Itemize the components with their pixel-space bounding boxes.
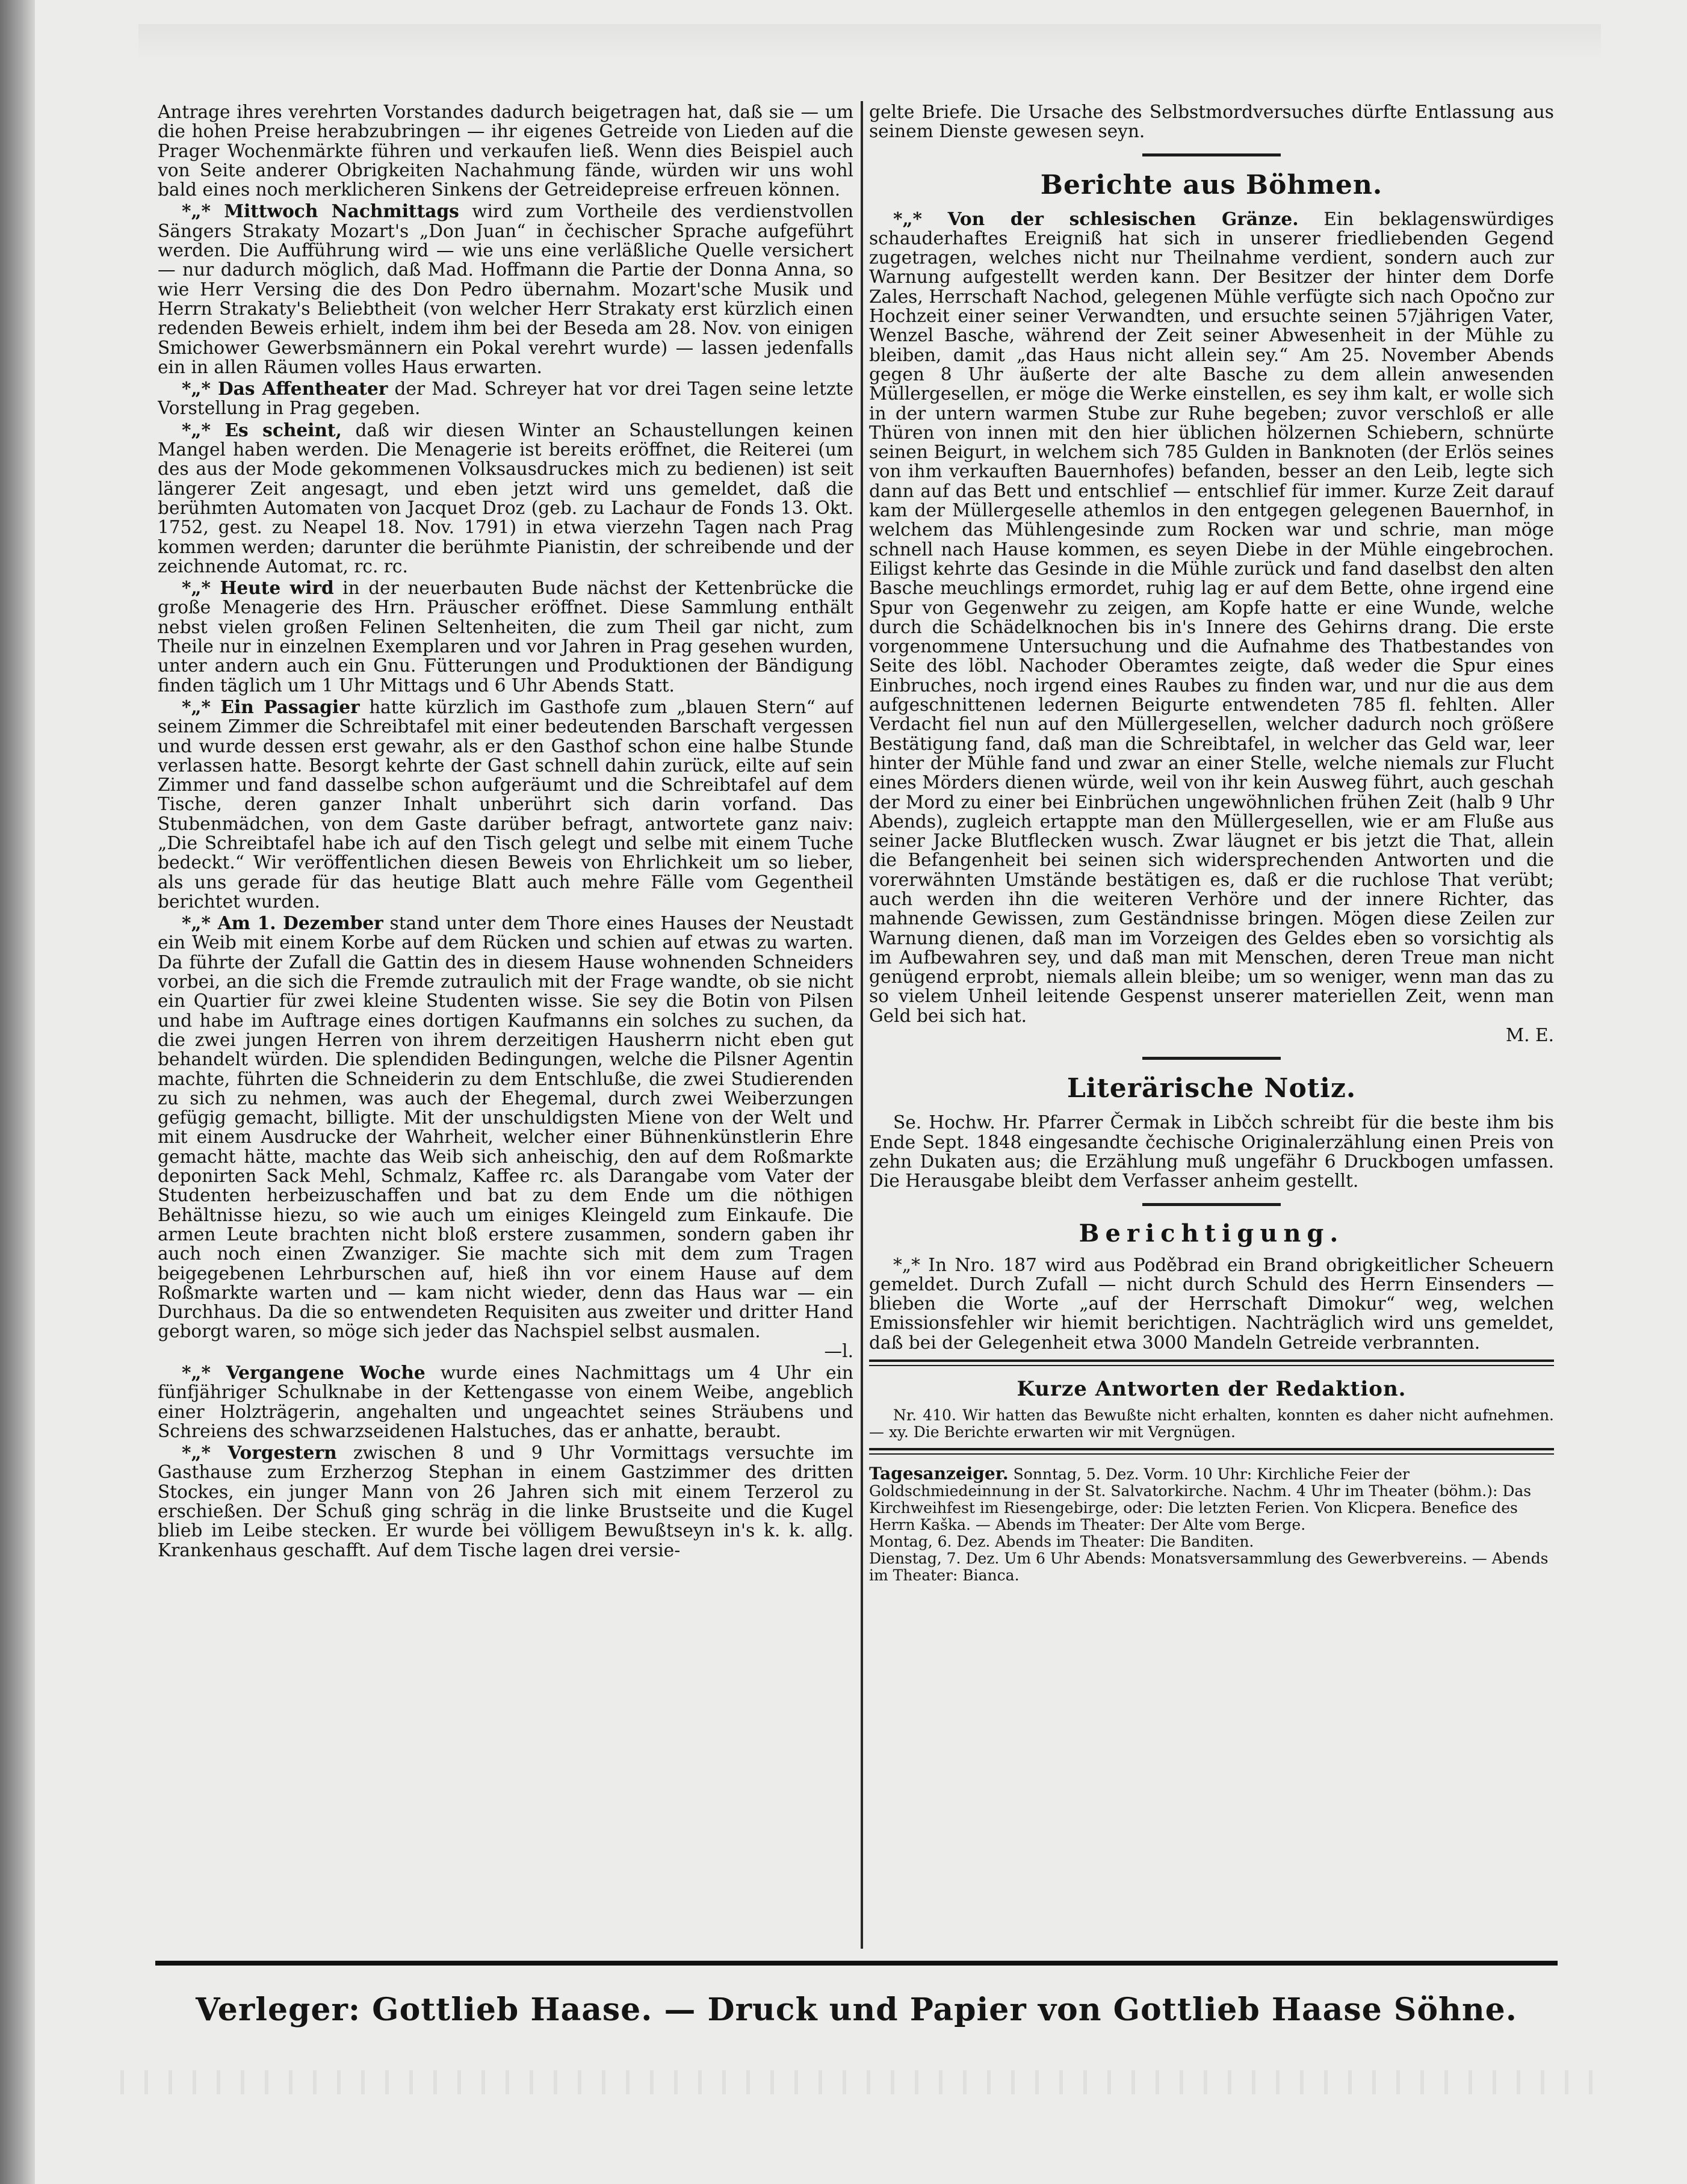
daily-lead: Tagesanzeiger.: [869, 1464, 1009, 1484]
section-rule: [1142, 1203, 1281, 1206]
news-item-text: hatte kürzlich im Gasthofe zum „blauen Stern“ auf seinem Zimmer die Schreibtafel mit einer bedeutenden Barschaft vergessen und wurde dessen erst gewahr, als er den Gasthof schon eine halbe Stunde verlassen hatte. Besorgt kehrte der Gast schnell dahin zurück, eilte auf sein Zimmer und fand dasselbe schon aufgeräumt und die Schreibtafel auf dem Tische, deren ganzer Inhalt unberührt sich darin vorfand. Das Stubenmädchen, von dem Gaste darüber befragt, antwortete ganz naiv: „Die Schreibtafel habe ich auf den Tisch gelegt und selbe mit einem Tuche bedeckt.“ Wir veröffentlichen diesen Beweis von Ehrlichkeit um so lieber, als uns gerade für das heutige Blatt auch mehre Fälle vom Gegentheil berichtet wurden.: [158, 696, 853, 912]
bohemia-heading: Berichte aus Böhmen.: [1040, 169, 1383, 200]
left-column: [158, 102, 853, 1926]
news-item-lead: *„* Vorgestern: [182, 1442, 337, 1464]
news-item: [158, 1443, 853, 1560]
bohemia-lead: *„* Von der schlesischen Gränze.: [893, 208, 1299, 229]
news-item-text: daß wir diesen Winter an Schaustellungen keinen Mangel haben werden. Die Menagerie ist bereits eröffnet, die Reiterei (um des aus der Mode gekommenen Volksausdruckes mich zu bedienen) ist seit längerer Zeit angesagt, und eben jetzt wird uns gemeldet, daß die berühmten Automaten von Jacquet Droz (geb. zu Lachaur de Fonds 13. Okt. 1752, gest. zu Neapel 18. Nov. 1791) in etwa vierzehn Tagen nach Prag kommen werden; darunter die berühmte Pianistin, der schreibende und der zeichnende Automat, rc. rc.: [158, 419, 853, 577]
news-item-lead: *„* Das Affentheater: [182, 378, 388, 400]
news-item-lead: *„* Am 1. Dezember: [182, 912, 383, 934]
news-item: [158, 914, 853, 1341]
daily-line: Sonntag, 5. Dez. Vorm. 10 Uhr: Kirchliche Feier der Goldschmiedeinnung in der St. Salvatorkirche. Nachm. 4 Uhr im Theater (böhm.): Das Kirchweihfest im Riesengebirge, oder: Die letzten Ferien. Von Klicpera. Benefice des Herrn Kaška. — Abends im Theater: Der Alte vom Berge.: [869, 1465, 1532, 1534]
news-item-lead: *„* Heute wird: [182, 577, 334, 599]
section-rule: [1142, 153, 1281, 156]
news-item: [158, 1363, 853, 1441]
publisher-footer: Verleger: Gottlieb Haase. — Druck und Papier von Gottlieb Haase Söhne.: [196, 1991, 1517, 2028]
daily-listing: [869, 1465, 1554, 1584]
bohemia-text: Ein beklagenswürdiges schauderhaftes Ereigniß hat sich in unserer friedliebenden Gegend zugetragen, welches nicht nur Theilnahme verdient, sondern auch zur Warnung aufgestellt werden kann. Der Besitzer der hinter dem Dorfe Zales, Herrschaft Nachod, gelegenen Mühle verfügte sich nach Opočno zur Hochzeit einer seiner Verwandten, und ersuchte seinen 57jährigen Vater, Wenzel Basche, während der Zeit seiner Abwesenheit in der Mühle zu bleiben, damit „das Haus nicht allein sey.“ Am 25. November Abends gegen 8 Uhr äußerte der alte Basche zu dem allein anwesenden Müllergesellen, er möge die Werke einstellen, es sey ihm kalt, er wolle sich in der untern warmen Stube zur Ruhe begeben; zuvor verschloß er alle Thüren von innen mit den hier üblichen hölzernen Schiebern, schnürte seinen Beigurt, in welchem sich 785 Gulden in Banknoten (der Erlös seines von ihm verkauften Bauernhofes) befanden, besser an den Leib, legte sich dann auf das Bett und entschlief — entschlief für immer. Kurze Zeit darauf kam der Müllergeselle athemlos in den entgegen gelegenen Bauernhof, in welchem das Mühlengesinde zum Rocken war und schrie, man möge schnell nach Hause kommen, es seyen Diebe in der Mühle eingebrochen. Eiligst kehrte das Gesinde in die Mühle zurück und fand daselbst den alten Basche meuchlings ermordet, ruhig lag er auf dem Bette, ohne irgend eine Spur von Gegenwehr zu zeigen, am Kopfe hatte er eine Wunde, welche durch die Schädelknochen bis in's Innere des Gehirns drang. Die erste vorgenommene Untersuchung und die Aufnahme des Thatbestandes von Seite des löbl. Nachoder Oberamtes zeigte, daß weder die Spur eines Einbruches, noch irgend eines Raubes zu finden war, und nur die aus dem aufgeschnittenen ledernen Beigurte entwendeten 785 fl. fehlten. Aller Verdacht fiel nun auf den Müllergesellen, welcher dadurch noch größere Bestätigung fand, daß man die Schreibtafel, in welcher das Geld war, leer hinter der Mühle fand und zwar an einer Stelle, welche niemals zur Flucht eines Mörders dienen würde, weil von ihr kein Ausweg führt, auch geschah der Mord zu einer bei Einbrüchen ungewöhnlichen frühen Zeit (halb 9 Uhr Abends), zugleich ertappte man den Müllergesellen, wie er am Fluße aus seiner Jacke Blutflecken wusch. Zwar läugnet er bis jetzt die That, allein die Befangenheit bei seinen sich widersprechenden Antworten und die vorerwähnten Umstände bestätigen es, daß er die ruchlose That verübt; auch werden ihn die weiteren Verhöre und der innere Richter, das mahnende Gewissen, zum Geständnisse bringen. Mögen diese Zeilen zur Warnung dienen, daß man im Vorzeigen des Geldes eben so vorsichtig als im Aufbewahren sey, und daß man mit Menschen, deren Treue man nicht genügend erprobt, niemals allein bleibe; um so weniger, wenn man das zu so vielem Unheil leitende Gespenst unserer materiellen Zeit, wenn man Geld bei sich hat.: [869, 208, 1554, 1026]
news-item: [158, 421, 853, 576]
footer-rule: [155, 1961, 1558, 1966]
show-through-bleed: [138, 24, 1601, 60]
news-item-text: wurde eines Nachmittags um 4 Uhr ein fünfjähriger Schulknabe in der Kettengasse von einem Weibe, angeblich einer Holzträgerin, angehalten und ungeachtet seines Sträubens und Schreiens des schwarzseidenen Halstuches, das er anhatte, beraubt.: [158, 1363, 853, 1441]
column-divider: [861, 101, 863, 1949]
section-double-rule: [869, 1360, 1554, 1366]
correction-text: *„* In Nro. 187 wird aus Poděbrad ein Brand obrigkeitlicher Scheuern gemeldet. Durch Zufall — nicht durch Schuld des Herrn Einsenders — blieben die Worte „auf der Herrschaft Dimokur“ weg, welchen Emissionsfehler wir hiemit berichtigen. Nachträglich wird uns gemeldet, daß bei der Gelegenheit etwa 3000 Mandeln Getreide verbrannten.: [869, 1254, 1554, 1353]
news-item: [158, 578, 853, 695]
item-signature: —l.: [824, 1340, 853, 1361]
news-item: [158, 202, 853, 377]
news-item-text: in der neuerbauten Bude nächst der Kettenbrücke die große Menagerie des Hrn. Präuscher eröffnet. Diese Sammlung enthält nebst vielen großen Felinen Seltenheiten, die zum Theil gar nicht, zum Theile nur in einzelnen Exemplaren und vor Jahren in Prag gesehen wurden, unter andern auch ein Gnu. Fütterungen und Produktionen der Bändigung finden täglich um 1 Uhr Mittags und 6 Uhr Abends Statt.: [158, 578, 853, 696]
correction-heading: Berichtigung.: [1079, 1219, 1345, 1248]
bohemia-article: [869, 209, 1554, 1025]
bohemia-signature: M. E.: [1505, 1025, 1554, 1046]
news-item: [158, 698, 853, 911]
news-item-text: zwischen 8 und 9 Uhr Vormittags versuchte im Gasthause zum Erzherzog Stephan in einem Gastzimmer des dritten Stockes, ein junger Mann von 26 Jahren sich mit einem Terzerol zu erschießen. Der Schuß ging schräg in die linke Brustseite und die Kugel blieb im Leibe stecken. Er wurde bei völligem Bewußtseyn in's k. k. allg. Krankenhaus geschafft. Auf dem Tische lagen drei versie-: [158, 1443, 853, 1561]
news-item-lead: *„* Mittwoch Nachmittags: [182, 200, 459, 222]
news-item-lead: *„* Es scheint,: [182, 419, 342, 441]
daily-line: Dienstag, 7. Dez. Um 6 Uhr Abends: Monatsversammlung des Gewerbvereins. — Abends im Theater: Bianca.: [869, 1550, 1549, 1585]
news-item-lead: *„* Ein Passagier: [182, 696, 360, 717]
news-item-text: der Mad. Schreyer hat vor drei Tagen seine letzte Vorstellung in Prag gegeben.: [158, 379, 853, 419]
answers-heading: Kurze Antworten der Redaktion.: [1017, 1377, 1407, 1402]
continuation-text: Antrage ihres verehrten Vorstandes dadurch beigetragen hat, daß sie — um die hohen Preise herabzubringen — ihr eigenes Getreide von Lieden auf die Prager Wochenmärkte führen und verkaufen ließ. Wenn dies Beispiel auch von Seite anderer Obrigkeiten Nachahmung fände, würden wir uns wohl bald eines noch merklicheren Sinkens der Getreidepreise erfreuen können.: [158, 102, 853, 200]
right-column: [869, 102, 1554, 1926]
scan-shadow-strip: [0, 0, 35, 2184]
section-double-rule: [869, 1448, 1554, 1455]
daily-line: Montag, 6. Dez. Abends im Theater: Die Banditen.: [869, 1533, 1254, 1551]
notice-heading: Literärische Notiz.: [1066, 1073, 1357, 1104]
answers-text: Nr. 410. Wir hatten das Bewußte nicht erhalten, konnten es daher nicht aufnehmen. — xy. Die Berichte erwarten wir mit Vergnügen.: [869, 1406, 1554, 1441]
notice-text: Se. Hochw. Hr. Pfarrer Čermak in Libčch schreibt für die beste ihm bis Ende Sept. 1848 eingesandte čechische Originalerzählung einen Preis von zehn Dukaten aus; die Erzählung muß ungefähr 6 Druckbogen umfassen. Die Herausgabe bleibt dem Verfasser anheim gestellt.: [869, 1112, 1554, 1192]
news-item: [158, 379, 853, 418]
continuation-text: gelte Briefe. Die Ursache des Selbstmordversuches dürfte Entlassung aus seinem Dienste gewesen seyn.: [869, 102, 1554, 142]
news-item-text: wird zum Vortheile des verdienstvollen Sängers Strakaty Mozart's „Don Juan“ in čechischer Sprache aufgeführt werden. Die Aufführung wird — wie uns eine verläßliche Quelle versichert — nur dadurch möglich, daß Mad. Hoffmann die Partie der Donna Anna, so wie Herr Versing die des Don Pedro übernahm. Mozart'sche Musik und Herrn Strakaty's Beliebtheit (von welcher Herr Strakaty erst kürzlich einen redenden Beweis erhielt, indem ihm bei der Beseda am 28. Nov. von einigen Smichower Gewerbsmännern ein Pokal verehrt wurde) — lassen jedenfalls ein in allen Räumen volles Haus erwarten.: [158, 201, 853, 377]
scan-noise: [120, 2070, 1601, 2094]
news-item-lead: *„* Vergangene Woche: [182, 1362, 426, 1383]
section-rule: [1142, 1057, 1281, 1060]
news-item-text: stand unter dem Thore eines Hauses der Neustadt ein Weib mit einem Korbe auf dem Rücken und schien auf etwas zu warten. Da führte der Zufall die Gattin des in diesem Hause wohnenden Schneiders vorbei, an die sich die Fremde zutraulich mit der Frage wandte, ob sie nicht ein Quartier für zwei kleine Studenten wisse. Sie sey die Botin von Pilsen und habe im Auftrage eines dortigen Kaufmanns ein solches zu suchen, da die zwei jungen Herren von ihrem derzeitigen Hausherrn nicht eben gut behandelt würden. Die splendiden Bedingungen, welche die Pilsner Agentin machte, führten die Schneiderin zu dem Entschluße, die zwei Studierenden zu sich zu nehmen, was auch der Ehegemal, durch zwei Weiberzungen gefügig gemacht, billigte. Mit der unschuldigsten Miene von der Welt und mit einem Ausdrucke der Wahrheit, welcher einer Bühnenkünstlerin Ehre gemacht hätte, machte das Weib sich anheischig, den auf dem Roßmarkte deponirten Sack Mehl, Schmalz, Kaffee rc. als Darangabe vom Vater der Studenten herbeizuschaffen und bat zu dem Ende um die nöthigen Behältnisse hiezu, so wie auch um einiges Kleingeld zum Einkaufe. Die armen Leute brachten nicht bloß erstere zusammen, sondern gaben ihr auch noch einen Zwanziger. Sie machte sich mit dem zum Tragen beigegebenen Lehrburschen auf, hieß ihn vor einem Hause auf dem Roßmarkte warten und — kam nicht wieder, denn das Haus war — ein Durchhaus. Da die so entwendeten Requisiten aus zweiter und dritter Hand geborgt waren, so möge sich jeder das Nachspiel selbst ausmalen.: [158, 913, 853, 1342]
